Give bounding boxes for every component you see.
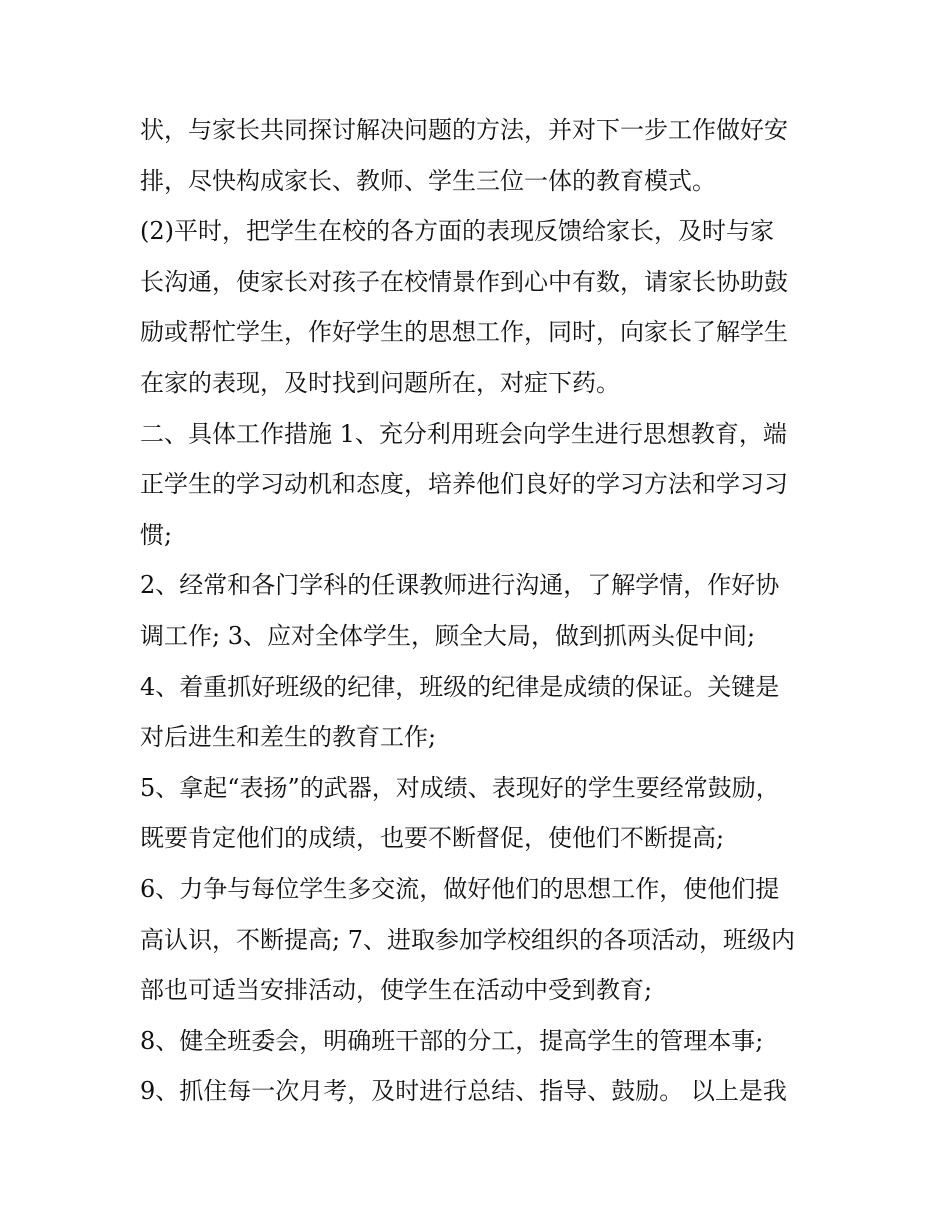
- text-line: 二、具体工作措施 1、充分利用班会向学生进行思想教育，端: [140, 419, 787, 448]
- text-line: 对后进生和差生的教育工作;: [140, 723, 437, 752]
- text-line: 正学生的学习动机和态度，培养他们良好的学习方法和学习习: [140, 470, 788, 499]
- text-line: 既要肯定他们的成绩，也要不断督促，使他们不断提高;: [140, 824, 725, 853]
- document-body: [140, 105, 820, 1117]
- text-line: 惯;: [140, 520, 173, 549]
- text-line: 2、经常和各门学科的任课教师进行沟通，了解学情，作好协: [140, 571, 780, 600]
- text-line: 部也可适当安排活动，使学生在活动中受到教育;: [140, 976, 653, 1005]
- text-line: 在家的表现，及时找到问题所在，对症下药。: [140, 368, 620, 397]
- text-line: 高认识，不断提高; 7、进取参加学校组织的各项活动，班级内: [140, 925, 795, 954]
- text-line: 励或帮忙学生，作好学生的思想工作，同时，向家长了解学生: [140, 318, 788, 347]
- text-line: 6、力争与每位学生多交流，做好他们的思想工作，使他们提: [140, 874, 780, 903]
- text-line: 8、健全班委会，明确班干部的分工，提高学生的管理本事;: [140, 1026, 764, 1055]
- text-line: 9、抓住每一次月考，及时进行总结、指导、鼓励。 以上是我: [140, 1077, 787, 1106]
- text-line: 状，与家长共同探讨解决问题的方法，并对下一步工作做好安: [140, 116, 788, 144]
- text-line: (2)平时，把学生在校的各方面的表现反馈给家长，及时与家: [140, 217, 774, 246]
- text-line: 5、拿起“表扬”的武器，对成绩、表现好的学生要经常鼓励，: [140, 773, 780, 802]
- text-line: 4、着重抓好班级的纪律，班级的纪律是成绩的保证。关键是: [140, 672, 780, 701]
- text-line: 调工作; 3、应对全体学生，顾全大局，做到抓两头促中间;: [140, 621, 756, 650]
- text-line: 长沟通，使家长对孩子在校情景作到心中有数，请家长协助鼓: [140, 267, 788, 296]
- text-line: 排，尽快构成家长、教师、学生三位一体的教育模式。: [140, 166, 716, 195]
